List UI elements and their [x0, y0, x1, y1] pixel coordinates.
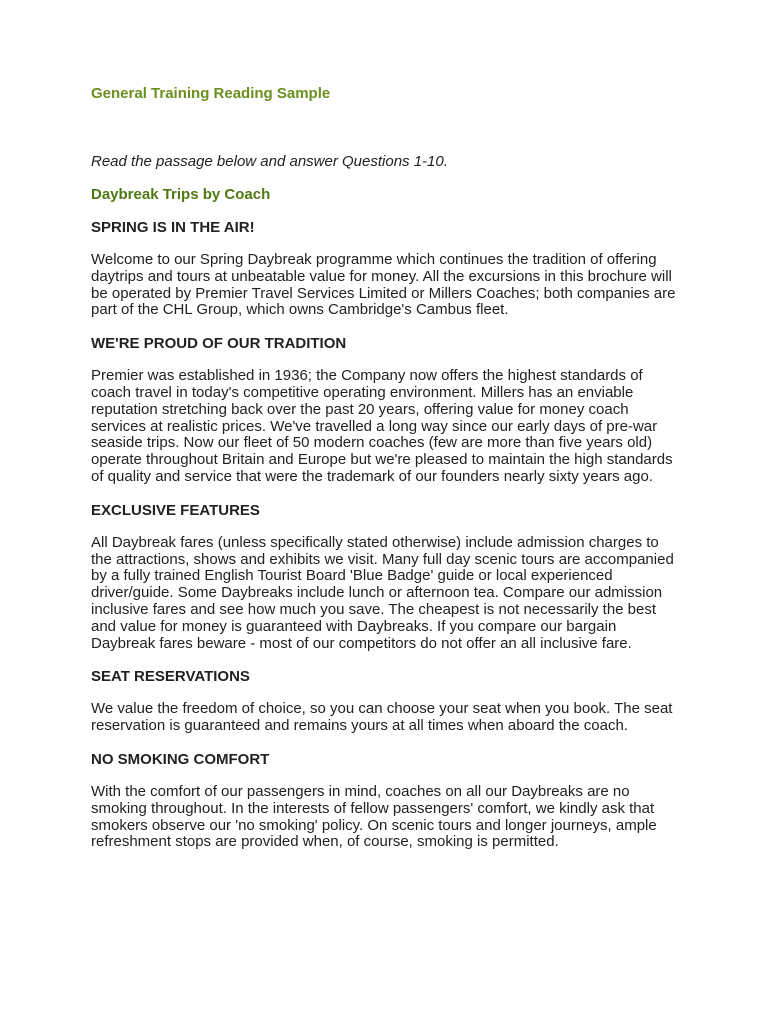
section-heading: WE'RE PROUD OF OUR TRADITION: [91, 335, 347, 353]
section-heading: NO SMOKING COMFORT: [91, 750, 270, 768]
section-paragraph: We value the freedom of choice, so you can choose your seat when you book. The seat reservation is guaranteed and remains yours at all times when aboard the coach.: [91, 700, 673, 735]
section-tradition: [91, 335, 681, 486]
section-heading: SPRING IS IN THE AIR!: [91, 219, 255, 236]
passage-title: Daybreak Trips by Coach: [91, 186, 271, 203]
section-paragraph: All Daybreak fares (unless specifically stated otherwise) include admission charges to the attractions, shows and exhibits we visit. Many full day scenic tours are accompanied by a fully trained English Tourist Board 'Blue Badge' guide or local experienced driver/guide. Some Daybreaks include lunch or afternoon tea. Compare our admission inclusive fares and see how much you save. The cheapest is not necessarily the best and value for money is guaranteed with Daybreaks. If you compare our bargain Daybreak fares beware - most of our competitors do not offer an all inclusive fare.: [91, 533, 674, 652]
instruction-text: Read the passage below and answer Questions 1-10.: [91, 153, 448, 170]
section-spring: [91, 219, 681, 319]
section-seat-reservations: [91, 668, 681, 735]
passage: [91, 186, 681, 867]
page-title: General Training Reading Sample: [91, 85, 331, 102]
section-paragraph: Welcome to our Spring Daybreak programme which continues the tradition of offering daytrips and tours at unbeatable value for money. All the excursions in this brochure will be operated by Premier Travel Services Limited or Millers Coaches; both companies are part of the CHL Group, which owns Cambridge's Cambus fleet.: [91, 251, 676, 319]
section-exclusive-features: [91, 502, 681, 653]
section-no-smoking: [91, 751, 681, 851]
section-paragraph: With the comfort of our passengers in mind, coaches on all our Daybreaks are no smoking throughout. In the interests of fellow passengers' comfort, we kindly ask that smokers observe our 'no smoking' policy. On scenic tours and longer journeys, ample refreshment stops are provided when, of course, smoking is permitted.: [91, 782, 657, 851]
section-heading: EXCLUSIVE FEATURES: [91, 501, 260, 519]
section-paragraph: Premier was established in 1936; the Company now offers the highest standards of coach travel in today's competitive operating environment. Millers has an enviable reputation stretching back over the past 20 years, offering value for money coach services at realistic prices. We've travelled a long way since our early days of pre-war seaside trips. Now our fleet of 50 modern coaches (few are more than five years old) operate throughout Britain and Europe but we're pleased to maintain the high standards of quality and service that were the trademark of our founders nearly sixty years ago.: [91, 367, 673, 485]
section-heading: SEAT RESERVATIONS: [91, 668, 250, 686]
